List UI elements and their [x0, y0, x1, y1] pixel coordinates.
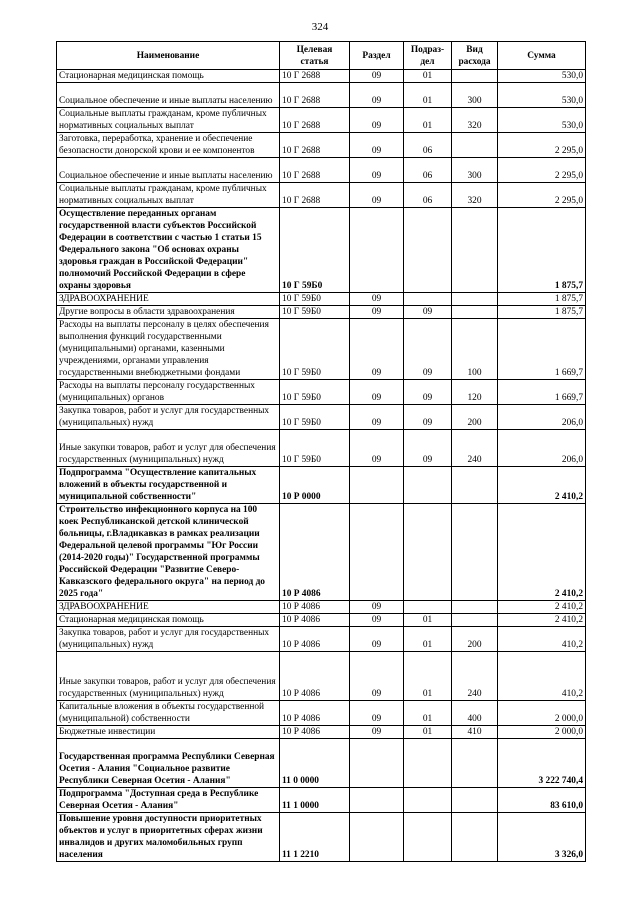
- cell-expense-type: [452, 70, 498, 83]
- cell-section: [350, 504, 404, 601]
- cell-name: Иные закупки товаров, работ и услуг для обеспечения государственных (муниципальных) нужд: [57, 430, 280, 467]
- cell-target: 10 Г 59Б0: [280, 319, 350, 380]
- table-row: [57, 601, 586, 614]
- cell-amount: 530,0: [498, 83, 586, 108]
- cell-name: Социальные выплаты гражданам, кроме публичных нормативных социальных выплат: [57, 108, 280, 133]
- cell-expense-type: 400: [452, 701, 498, 726]
- cell-name: Капитальные вложения в объекты государственной (муниципальной) собственности: [57, 701, 280, 726]
- cell-section: 09: [350, 726, 404, 739]
- table-header: [57, 42, 586, 70]
- cell-section: [350, 208, 404, 293]
- cell-name: Расходы на выплаты персоналу в целях обеспечения выполнения функций государственными (муниципальными) органами, казенными учреждениями, органами управления государственными внебюджетными фондами: [57, 319, 280, 380]
- cell-subsection: 01: [404, 614, 452, 627]
- cell-expense-type: 100: [452, 319, 498, 380]
- cell-name: Строительство инфекционного корпуса на 100 коек Республиканской детской клинической больницы, г.Владикавказ в рамках реализации Федеральной целевой программы "Юг России (2014-2020 годы)" Государственной программы Российской Федерации "Развитие Северо-Кавказского федерального округа" на период до 2025 года": [57, 504, 280, 601]
- cell-amount: 2 410,2: [498, 504, 586, 601]
- table-row: [57, 183, 586, 208]
- cell-target: 10 Г 59Б0: [280, 306, 350, 319]
- cell-expense-type: [452, 788, 498, 813]
- cell-amount: 2 410,2: [498, 614, 586, 627]
- cell-amount: 410,2: [498, 652, 586, 701]
- cell-section: 09: [350, 293, 404, 306]
- cell-subsection: 09: [404, 306, 452, 319]
- cell-target: 10 Г 59Б0: [280, 208, 350, 293]
- cell-target: 10 Р 4086: [280, 652, 350, 701]
- cell-target: 10 Г 2688: [280, 183, 350, 208]
- cell-name: Подпрограмма "Осуществление капитальных вложений в объекты государственной и муниципальной собственности": [57, 467, 280, 504]
- cell-expense-type: 120: [452, 380, 498, 405]
- cell-name: Социальное обеспечение и иные выплаты населению: [57, 83, 280, 108]
- header-section: Раздел: [350, 42, 404, 70]
- header-subsection: Подраз- дел: [404, 42, 452, 70]
- cell-name: Социальные выплаты гражданам, кроме публичных нормативных социальных выплат: [57, 183, 280, 208]
- table-row: [57, 306, 586, 319]
- header-expense-type: Вид расхода: [452, 42, 498, 70]
- table-row: [57, 813, 586, 862]
- table-row: [57, 405, 586, 430]
- table-body: [57, 70, 586, 862]
- cell-amount: 2 410,2: [498, 467, 586, 504]
- cell-name: Подпрограмма "Доступная среда в Республике Северная Осетия - Алания": [57, 788, 280, 813]
- cell-section: 09: [350, 158, 404, 183]
- table-row: [57, 208, 586, 293]
- cell-amount: 3 326,0: [498, 813, 586, 862]
- cell-expense-type: 320: [452, 183, 498, 208]
- cell-name: Заготовка, переработка, хранение и обеспечение безопасности донорской крови и ее компонентов: [57, 133, 280, 158]
- cell-section: [350, 739, 404, 788]
- cell-expense-type: 240: [452, 652, 498, 701]
- cell-expense-type: 410: [452, 726, 498, 739]
- cell-name: ЗДРАВООХРАНЕНИЕ: [57, 601, 280, 614]
- cell-target: 10 Г 2688: [280, 83, 350, 108]
- cell-target: 10 Р 4086: [280, 601, 350, 614]
- cell-subsection: 09: [404, 380, 452, 405]
- cell-target: 11 0 0000: [280, 739, 350, 788]
- table-row: [57, 108, 586, 133]
- header-amount: Сумма: [498, 42, 586, 70]
- cell-name: Иные закупки товаров, работ и услуг для обеспечения государственных (муниципальных) нужд: [57, 652, 280, 701]
- cell-expense-type: [452, 739, 498, 788]
- cell-subsection: [404, 504, 452, 601]
- cell-subsection: [404, 208, 452, 293]
- cell-expense-type: [452, 133, 498, 158]
- cell-target: 10 Р 0000: [280, 467, 350, 504]
- cell-section: 09: [350, 614, 404, 627]
- cell-target: 10 Р 4086: [280, 614, 350, 627]
- cell-expense-type: 240: [452, 430, 498, 467]
- cell-subsection: 09: [404, 430, 452, 467]
- header-target: Целевая статья: [280, 42, 350, 70]
- cell-amount: 2 000,0: [498, 726, 586, 739]
- cell-section: [350, 813, 404, 862]
- cell-target: 10 Г 59Б0: [280, 380, 350, 405]
- cell-target: 10 Г 59Б0: [280, 430, 350, 467]
- cell-subsection: 01: [404, 70, 452, 83]
- cell-target: 10 Г 2688: [280, 133, 350, 158]
- cell-section: 09: [350, 430, 404, 467]
- cell-amount: 1 875,7: [498, 208, 586, 293]
- cell-target: 10 Р 4086: [280, 726, 350, 739]
- cell-name: Закупка товаров, работ и услуг для государственных (муниципальных) нужд: [57, 627, 280, 652]
- table-row: [57, 652, 586, 701]
- cell-amount: 2 000,0: [498, 701, 586, 726]
- table-row: [57, 701, 586, 726]
- cell-subsection: 01: [404, 83, 452, 108]
- cell-amount: 206,0: [498, 430, 586, 467]
- cell-amount: 2 295,0: [498, 133, 586, 158]
- cell-expense-type: 320: [452, 108, 498, 133]
- cell-amount: 1 875,7: [498, 306, 586, 319]
- cell-amount: 1 875,7: [498, 293, 586, 306]
- cell-target: 11 1 2210: [280, 813, 350, 862]
- cell-amount: 410,2: [498, 627, 586, 652]
- cell-expense-type: 200: [452, 627, 498, 652]
- cell-subsection: 01: [404, 652, 452, 701]
- cell-target: 10 Г 59Б0: [280, 405, 350, 430]
- cell-target: 10 Р 4086: [280, 701, 350, 726]
- cell-subsection: [404, 293, 452, 306]
- cell-name: Осуществление переданных органам государственной власти субъектов Российской Федерации в соответствии с частью 1 статьи 15 Федерального закона "Об основах охраны здоровья граждан в Российской Федерации" полномочий Российской Федерации в сфере охраны здоровья: [57, 208, 280, 293]
- cell-expense-type: [452, 208, 498, 293]
- cell-subsection: [404, 467, 452, 504]
- cell-name: Закупка товаров, работ и услуг для государственных (муниципальных) нужд: [57, 405, 280, 430]
- cell-amount: 206,0: [498, 405, 586, 430]
- cell-expense-type: [452, 601, 498, 614]
- cell-expense-type: 200: [452, 405, 498, 430]
- table-row: [57, 627, 586, 652]
- cell-amount: 530,0: [498, 70, 586, 83]
- table-row: [57, 614, 586, 627]
- cell-name: Бюджетные инвестиции: [57, 726, 280, 739]
- cell-expense-type: 300: [452, 158, 498, 183]
- page-number: 324: [311, 21, 329, 33]
- table-row: [57, 380, 586, 405]
- cell-section: 09: [350, 601, 404, 614]
- cell-section: [350, 788, 404, 813]
- cell-section: [350, 467, 404, 504]
- cell-subsection: [404, 813, 452, 862]
- cell-section: 09: [350, 652, 404, 701]
- cell-subsection: 01: [404, 627, 452, 652]
- cell-section: 09: [350, 627, 404, 652]
- cell-amount: 3 222 740,4: [498, 739, 586, 788]
- cell-section: 09: [350, 108, 404, 133]
- cell-section: 09: [350, 405, 404, 430]
- cell-section: 09: [350, 133, 404, 158]
- cell-target: 11 1 0000: [280, 788, 350, 813]
- cell-target: 10 Г 2688: [280, 108, 350, 133]
- cell-section: 09: [350, 70, 404, 83]
- cell-amount: 530,0: [498, 108, 586, 133]
- table-row: [57, 70, 586, 83]
- table-row: [57, 504, 586, 601]
- table-row: [57, 788, 586, 813]
- cell-target: 10 Р 4086: [280, 627, 350, 652]
- cell-expense-type: [452, 293, 498, 306]
- table-row: [57, 467, 586, 504]
- cell-name: Расходы на выплаты персоналу государственных (муниципальных) органов: [57, 380, 280, 405]
- cell-section: 09: [350, 306, 404, 319]
- cell-amount: 2 295,0: [498, 183, 586, 208]
- cell-target: 10 Р 4086: [280, 504, 350, 601]
- cell-subsection: 09: [404, 319, 452, 380]
- cell-name: Стационарная медицинская помощь: [57, 614, 280, 627]
- table-row: [57, 739, 586, 788]
- header-name: Наименование: [57, 42, 280, 70]
- table-row: [57, 430, 586, 467]
- cell-expense-type: [452, 306, 498, 319]
- cell-name: Социальное обеспечение и иные выплаты населению: [57, 158, 280, 183]
- table-row: [57, 158, 586, 183]
- cell-section: 09: [350, 83, 404, 108]
- table-row: [57, 726, 586, 739]
- cell-amount: 2 410,2: [498, 601, 586, 614]
- cell-subsection: 01: [404, 108, 452, 133]
- cell-expense-type: [452, 813, 498, 862]
- table-row: [57, 319, 586, 380]
- cell-subsection: 01: [404, 726, 452, 739]
- cell-name: Другие вопросы в области здравоохранения: [57, 306, 280, 319]
- cell-section: 09: [350, 701, 404, 726]
- cell-amount: 2 295,0: [498, 158, 586, 183]
- cell-subsection: 01: [404, 701, 452, 726]
- cell-expense-type: [452, 504, 498, 601]
- cell-amount: 83 610,0: [498, 788, 586, 813]
- cell-name: Стационарная медицинская помощь: [57, 70, 280, 83]
- cell-amount: 1 669,7: [498, 319, 586, 380]
- cell-section: 09: [350, 319, 404, 380]
- cell-name: Повышение уровня доступности приоритетных объектов и услуг в приоритетных сферах жизни инвалидов и других маломобильных групп населения: [57, 813, 280, 862]
- cell-expense-type: [452, 614, 498, 627]
- cell-target: 10 Г 2688: [280, 158, 350, 183]
- table-row: [57, 83, 586, 108]
- cell-subsection: [404, 788, 452, 813]
- cell-subsection: [404, 601, 452, 614]
- cell-subsection: 06: [404, 183, 452, 208]
- cell-amount: 1 669,7: [498, 380, 586, 405]
- table-row: [57, 293, 586, 306]
- table-row: [57, 133, 586, 158]
- cell-expense-type: [452, 467, 498, 504]
- cell-name: Государственная программа Республики Северная Осетия - Алания "Социальное развитие Республики Северная Осетия - Алания": [57, 739, 280, 788]
- cell-subsection: [404, 739, 452, 788]
- cell-subsection: 09: [404, 405, 452, 430]
- cell-section: 09: [350, 183, 404, 208]
- cell-section: 09: [350, 380, 404, 405]
- cell-name: ЗДРАВООХРАНЕНИЕ: [57, 293, 280, 306]
- cell-target: 10 Г 2688: [280, 70, 350, 83]
- cell-expense-type: 300: [452, 83, 498, 108]
- budget-table: [56, 41, 586, 862]
- cell-subsection: 06: [404, 158, 452, 183]
- cell-subsection: 06: [404, 133, 452, 158]
- cell-target: 10 Г 59Б0: [280, 293, 350, 306]
